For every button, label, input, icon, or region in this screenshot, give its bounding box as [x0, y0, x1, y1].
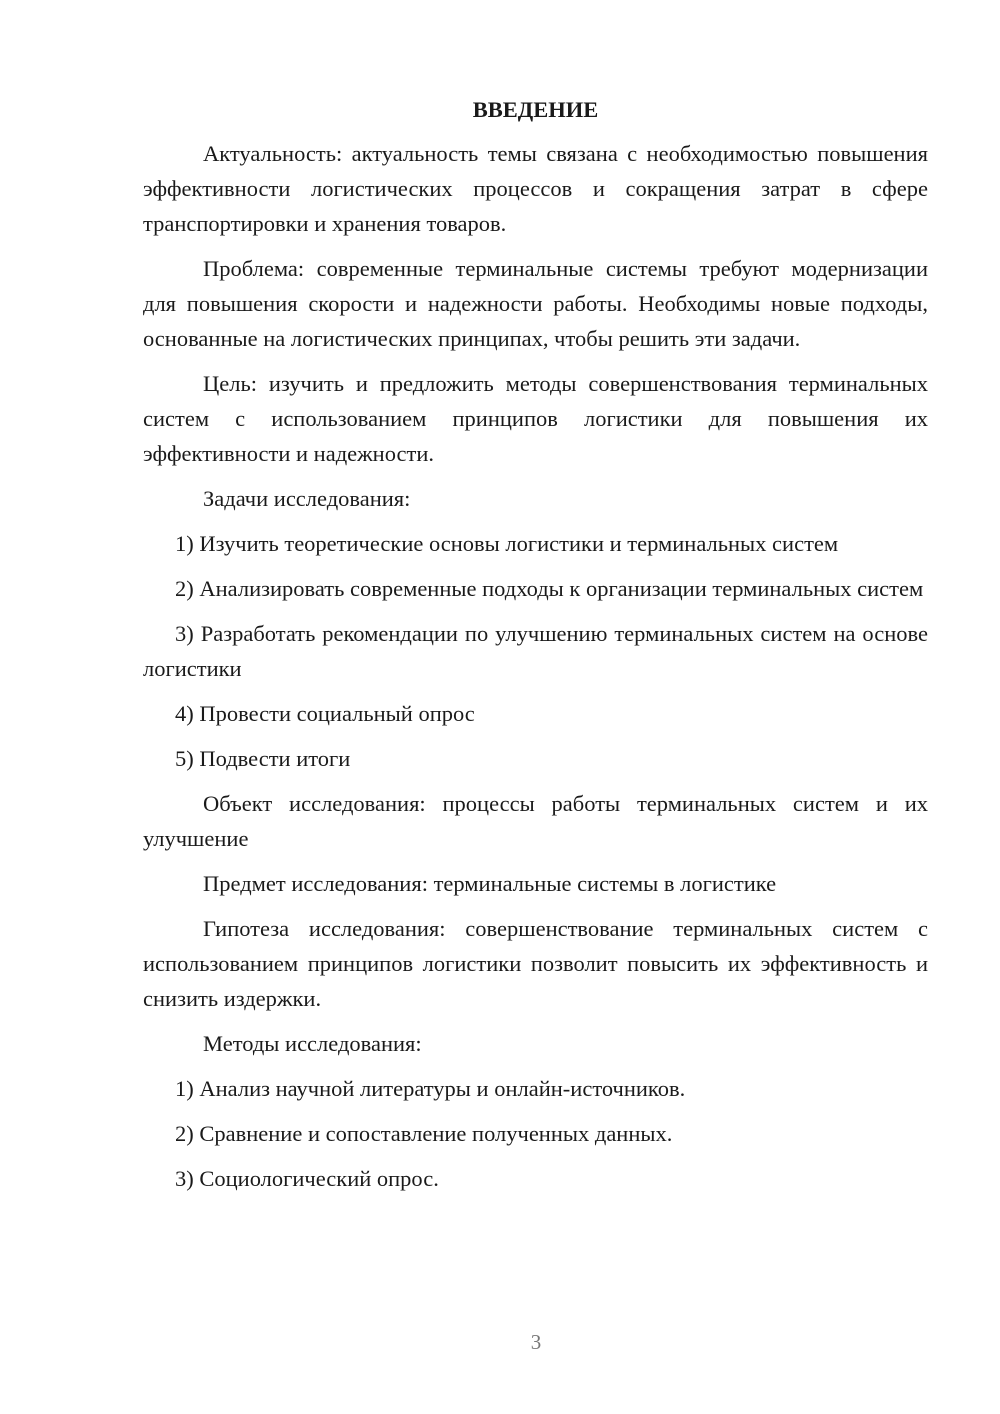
tasks-heading: Задачи исследования: [203, 486, 411, 511]
page-number: 3 [530, 1330, 542, 1354]
object-paragraph: Объект исследования: процессы работы терминальных систем и их улучшение [143, 791, 928, 851]
problem-paragraph: Проблема: современные терминальные системы требуют модернизации для повышения скорости и надежности работы. Необходимы новые подходы, основанные на логистических принципах, чтобы решить эти задачи. [143, 256, 928, 351]
task-item: 3) Разработать рекомендации по улучшению терминальных систем на основе логистики [143, 621, 928, 681]
task-item: 1) Изучить теоретические основы логистики и терминальных систем [175, 531, 839, 556]
section-title: ВВЕДЕНИЕ [472, 97, 599, 122]
document-body [143, 92, 928, 1206]
methods-heading: Методы исследования: [203, 1031, 422, 1056]
goal-paragraph: Цель: изучить и предложить методы совершенствования терминальных систем с использованием принципов логистики для повышения их эффективности и надежности. [143, 371, 928, 466]
method-item: 1) Анализ научной литературы и онлайн-источников. [175, 1076, 686, 1101]
subject-paragraph: Предмет исследования: терминальные системы в логистике [203, 871, 777, 896]
method-item: 2) Сравнение и сопоставление полученных данных. [175, 1121, 673, 1146]
task-item: 2) Анализировать современные подходы к организации терминальных систем [175, 576, 924, 601]
task-item: 4) Провести социальный опрос [175, 701, 475, 726]
hypothesis-paragraph: Гипотеза исследования: совершенствование терминальных систем с использованием принципов логистики позволит повысить их эффективность и снизить издержки. [143, 916, 928, 1011]
method-item: 3) Социологический опрос. [175, 1166, 439, 1191]
task-item: 5) Подвести итоги [175, 746, 351, 771]
relevance-paragraph: Актуальность: актуальность темы связана с необходимостью повышения эффективности логистических процессов и сокращения затрат в сфере транспортировки и хранения товаров. [143, 141, 928, 236]
